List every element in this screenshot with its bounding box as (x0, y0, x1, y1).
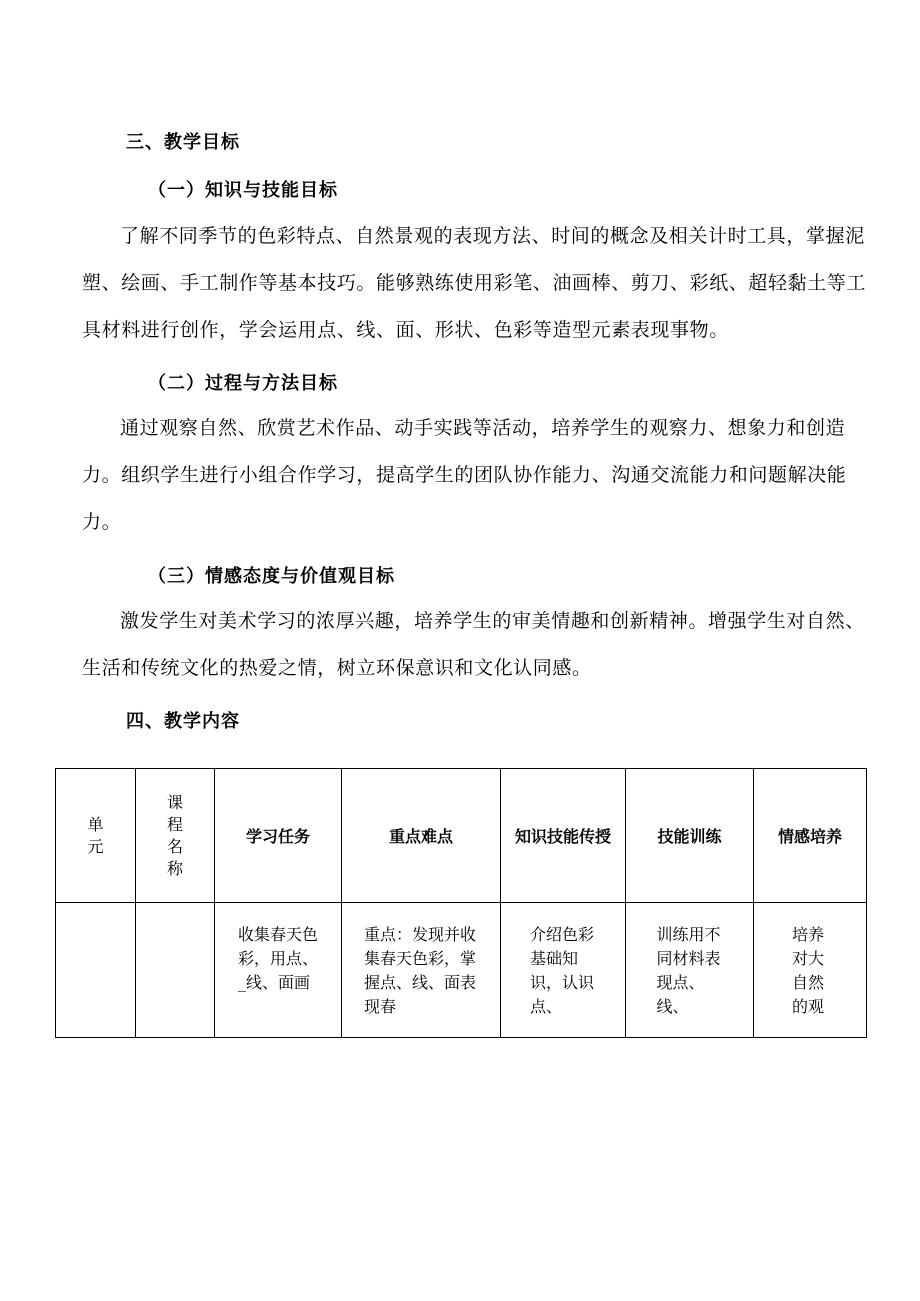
cell-unit (56, 903, 136, 1038)
header-learning-task: 学习任务 (215, 769, 342, 903)
cell-course-name (136, 903, 215, 1038)
table-row (56, 903, 867, 1038)
cell-key-difficulties: 重点：发现并收集春天色彩，掌握点、线、面表现春 (342, 903, 501, 1038)
table-header-row (56, 769, 867, 903)
header-skill-training: 技能训练 (626, 769, 754, 903)
cell-learning-task: 收集春天色彩，用点、_线、面画 (215, 903, 342, 1038)
header-knowledge-transfer: 知识技能传授 (501, 769, 626, 903)
section-3-1-title: （一）知识与技能目标 (148, 180, 338, 201)
header-course-name: 课程名称 (136, 769, 215, 903)
cell-skill-training: 训练用不同材料表现点、线、 (626, 903, 754, 1038)
teaching-content-table (55, 768, 867, 1038)
section-3-3-title: （三）情感态度与价值观目标 (148, 566, 395, 587)
header-key-difficulties: 重点难点 (342, 769, 501, 903)
cell-knowledge-transfer: 介绍色彩基础知识，认识点、 (501, 903, 626, 1038)
section-3-1-paragraph: 了解不同季节的色彩特点、自然景观的表现方法、时间的概念及相关计时工具，掌握泥塑、绘画、手工制作等基本技巧。能够熟练使用彩笔、油画棒、剪刀、彩纸、超轻黏土等工具材料进行创作，学会运用点、线、面、形状、色彩等造型元素表现事物。 (82, 225, 867, 341)
section-3-title: 三、教学目标 (126, 132, 240, 153)
section-3-2-paragraph: 通过观察自然、欣赏艺术作品、动手实践等活动，培养学生的观察力、想象力和创造力。组织学生进行小组合作学习，提高学生的团队协作能力、沟通交流能力和问题解决能力。 (82, 417, 847, 533)
header-emotion-cultivation: 情感培养 (754, 769, 867, 903)
section-4-title: 四、教学内容 (126, 711, 240, 732)
section-3-3-paragraph: 激发学生对美术学习的浓厚兴趣，培养学生的审美情趣和创新精神。增强学生对自然、生活和传统文化的热爱之情，树立环保意识和文化认同感。 (82, 610, 865, 679)
section-3-2-title: （二）过程与方法目标 (148, 373, 338, 394)
header-unit: 单元 (56, 769, 136, 903)
cell-emotion-cultivation: 培养对大自然的观 (754, 903, 867, 1038)
